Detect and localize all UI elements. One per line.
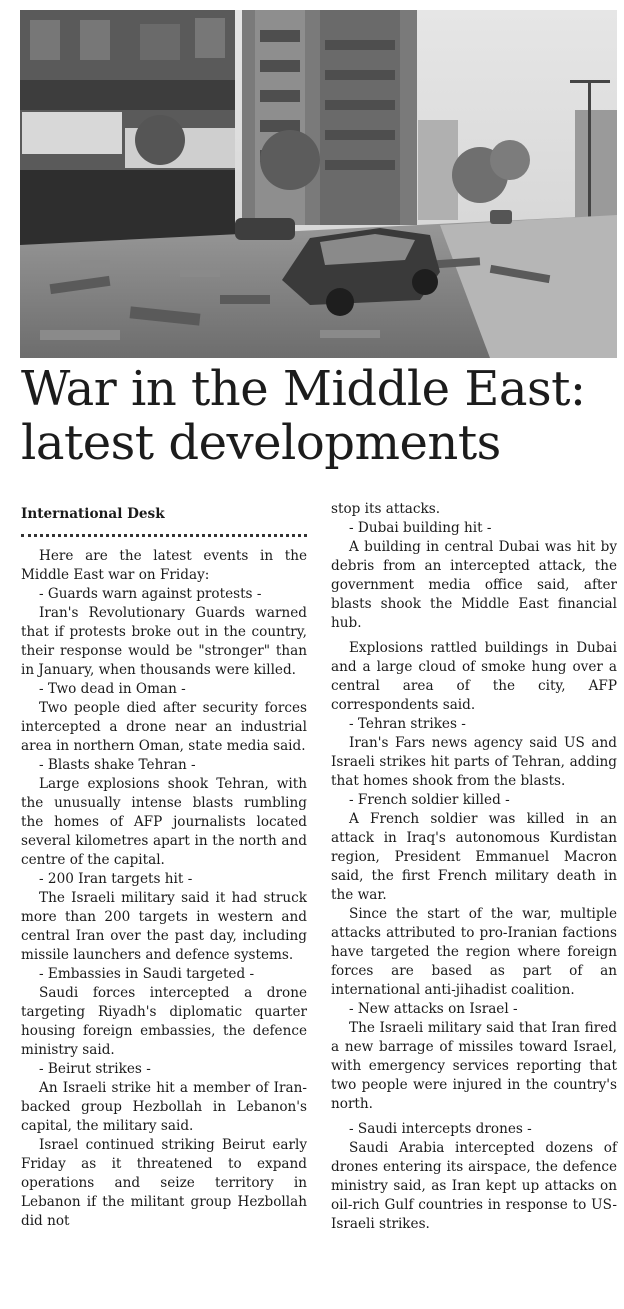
subheading: - Beirut strikes -: [39, 1061, 151, 1077]
headline-line-2: latest developments: [21, 415, 501, 471]
subheading: - 200 Iran targets hit -: [39, 871, 193, 887]
article-column-right: [331, 500, 617, 1234]
subheading: - Dubai building hit -: [349, 520, 492, 536]
subheading: - Saudi intercepts drones -: [349, 1121, 532, 1137]
dotted-divider: [21, 524, 307, 537]
paragraph: Large explosions shook Tehran, with the unusually intense blasts rumbling the homes of AFP journalists located several kilometres apart in the north and centre of the capital.: [21, 776, 307, 868]
subheading: - French soldier killed -: [349, 792, 510, 808]
paragraph: Israel continued striking Beirut early Friday as it threatened to expand operations and seize territory in Lebanon if the militant group Hezbollah did not: [21, 1137, 307, 1229]
subheading: - New attacks on Israel -: [349, 1001, 518, 1017]
paragraph: Explosions rattled buildings in Dubai and a large cloud of smoke hung over a central area of the city, AFP correspondents said.: [331, 640, 617, 713]
paragraph: Here are the latest events in the Middle East war on Friday:: [21, 548, 307, 583]
subheading: - Embassies in Saudi targeted -: [39, 966, 255, 982]
subheading: - Guards warn against protests -: [39, 586, 262, 602]
paragraph: Iran's Revolutionary Guards warned that if protests broke out in the country, their response would be "stronger" than in January, when thousands were killed.: [21, 605, 307, 678]
paragraph: The Israeli military said that Iran fired a new barrage of missiles toward Israel, with emergency services reporting that two people were injured in the country's north.: [331, 1020, 617, 1112]
article-headline: [21, 362, 621, 470]
paragraph: Saudi forces intercepted a drone targeting Riyadh's diplomatic quarter housing foreign embassies, the defence ministry said.: [21, 985, 307, 1058]
paragraph: A building in central Dubai was hit by debris from an intercepted attack, the government media office said, after blasts shook the Middle East financial hub.: [331, 539, 617, 631]
paragraph: stop its attacks.: [331, 501, 441, 517]
subheading: - Blasts shake Tehran -: [39, 757, 196, 773]
paragraph: The Israeli military said it had struck more than 200 targets in western and central Iran over the past day, including missile launchers and defence systems.: [21, 890, 307, 963]
paragraph: A French soldier was killed in an attack in Iraq's autonomous Kurdistan region, President Emmanuel Macron said, the first French military death in the war.: [331, 811, 617, 903]
article-column-left: [21, 505, 307, 1231]
subheading: - Two dead in Oman -: [39, 681, 186, 697]
headline-line-1: War in the Middle East:: [21, 361, 586, 417]
paragraph: Saudi Arabia intercepted dozens of drones entering its airspace, the defence ministry said, as Iran kept up attacks on oil-rich Gulf countries in response to US-Israeli strikes.: [331, 1140, 617, 1232]
paragraph: Iran's Fars news agency said US and Israeli strikes hit parts of Tehran, adding that homes shook from the blasts.: [331, 735, 617, 789]
paragraph: Two people died after security forces intercepted a drone near an industrial area in northern Oman, state media said.: [21, 700, 307, 754]
paragraph: Since the start of the war, multiple attacks attributed to pro-Iranian factions have targeted the region where foreign forces are based as part of an international anti-jihadist coalition.: [331, 906, 617, 998]
article-photo: [20, 10, 617, 358]
byline-desk: International Desk: [21, 506, 165, 522]
subheading: - Tehran strikes -: [349, 716, 466, 732]
paragraph: An Israeli strike hit a member of Iran-backed group Hezbollah in Lebanon's capital, the military said.: [21, 1080, 307, 1134]
street-destruction-photo: [20, 10, 617, 358]
